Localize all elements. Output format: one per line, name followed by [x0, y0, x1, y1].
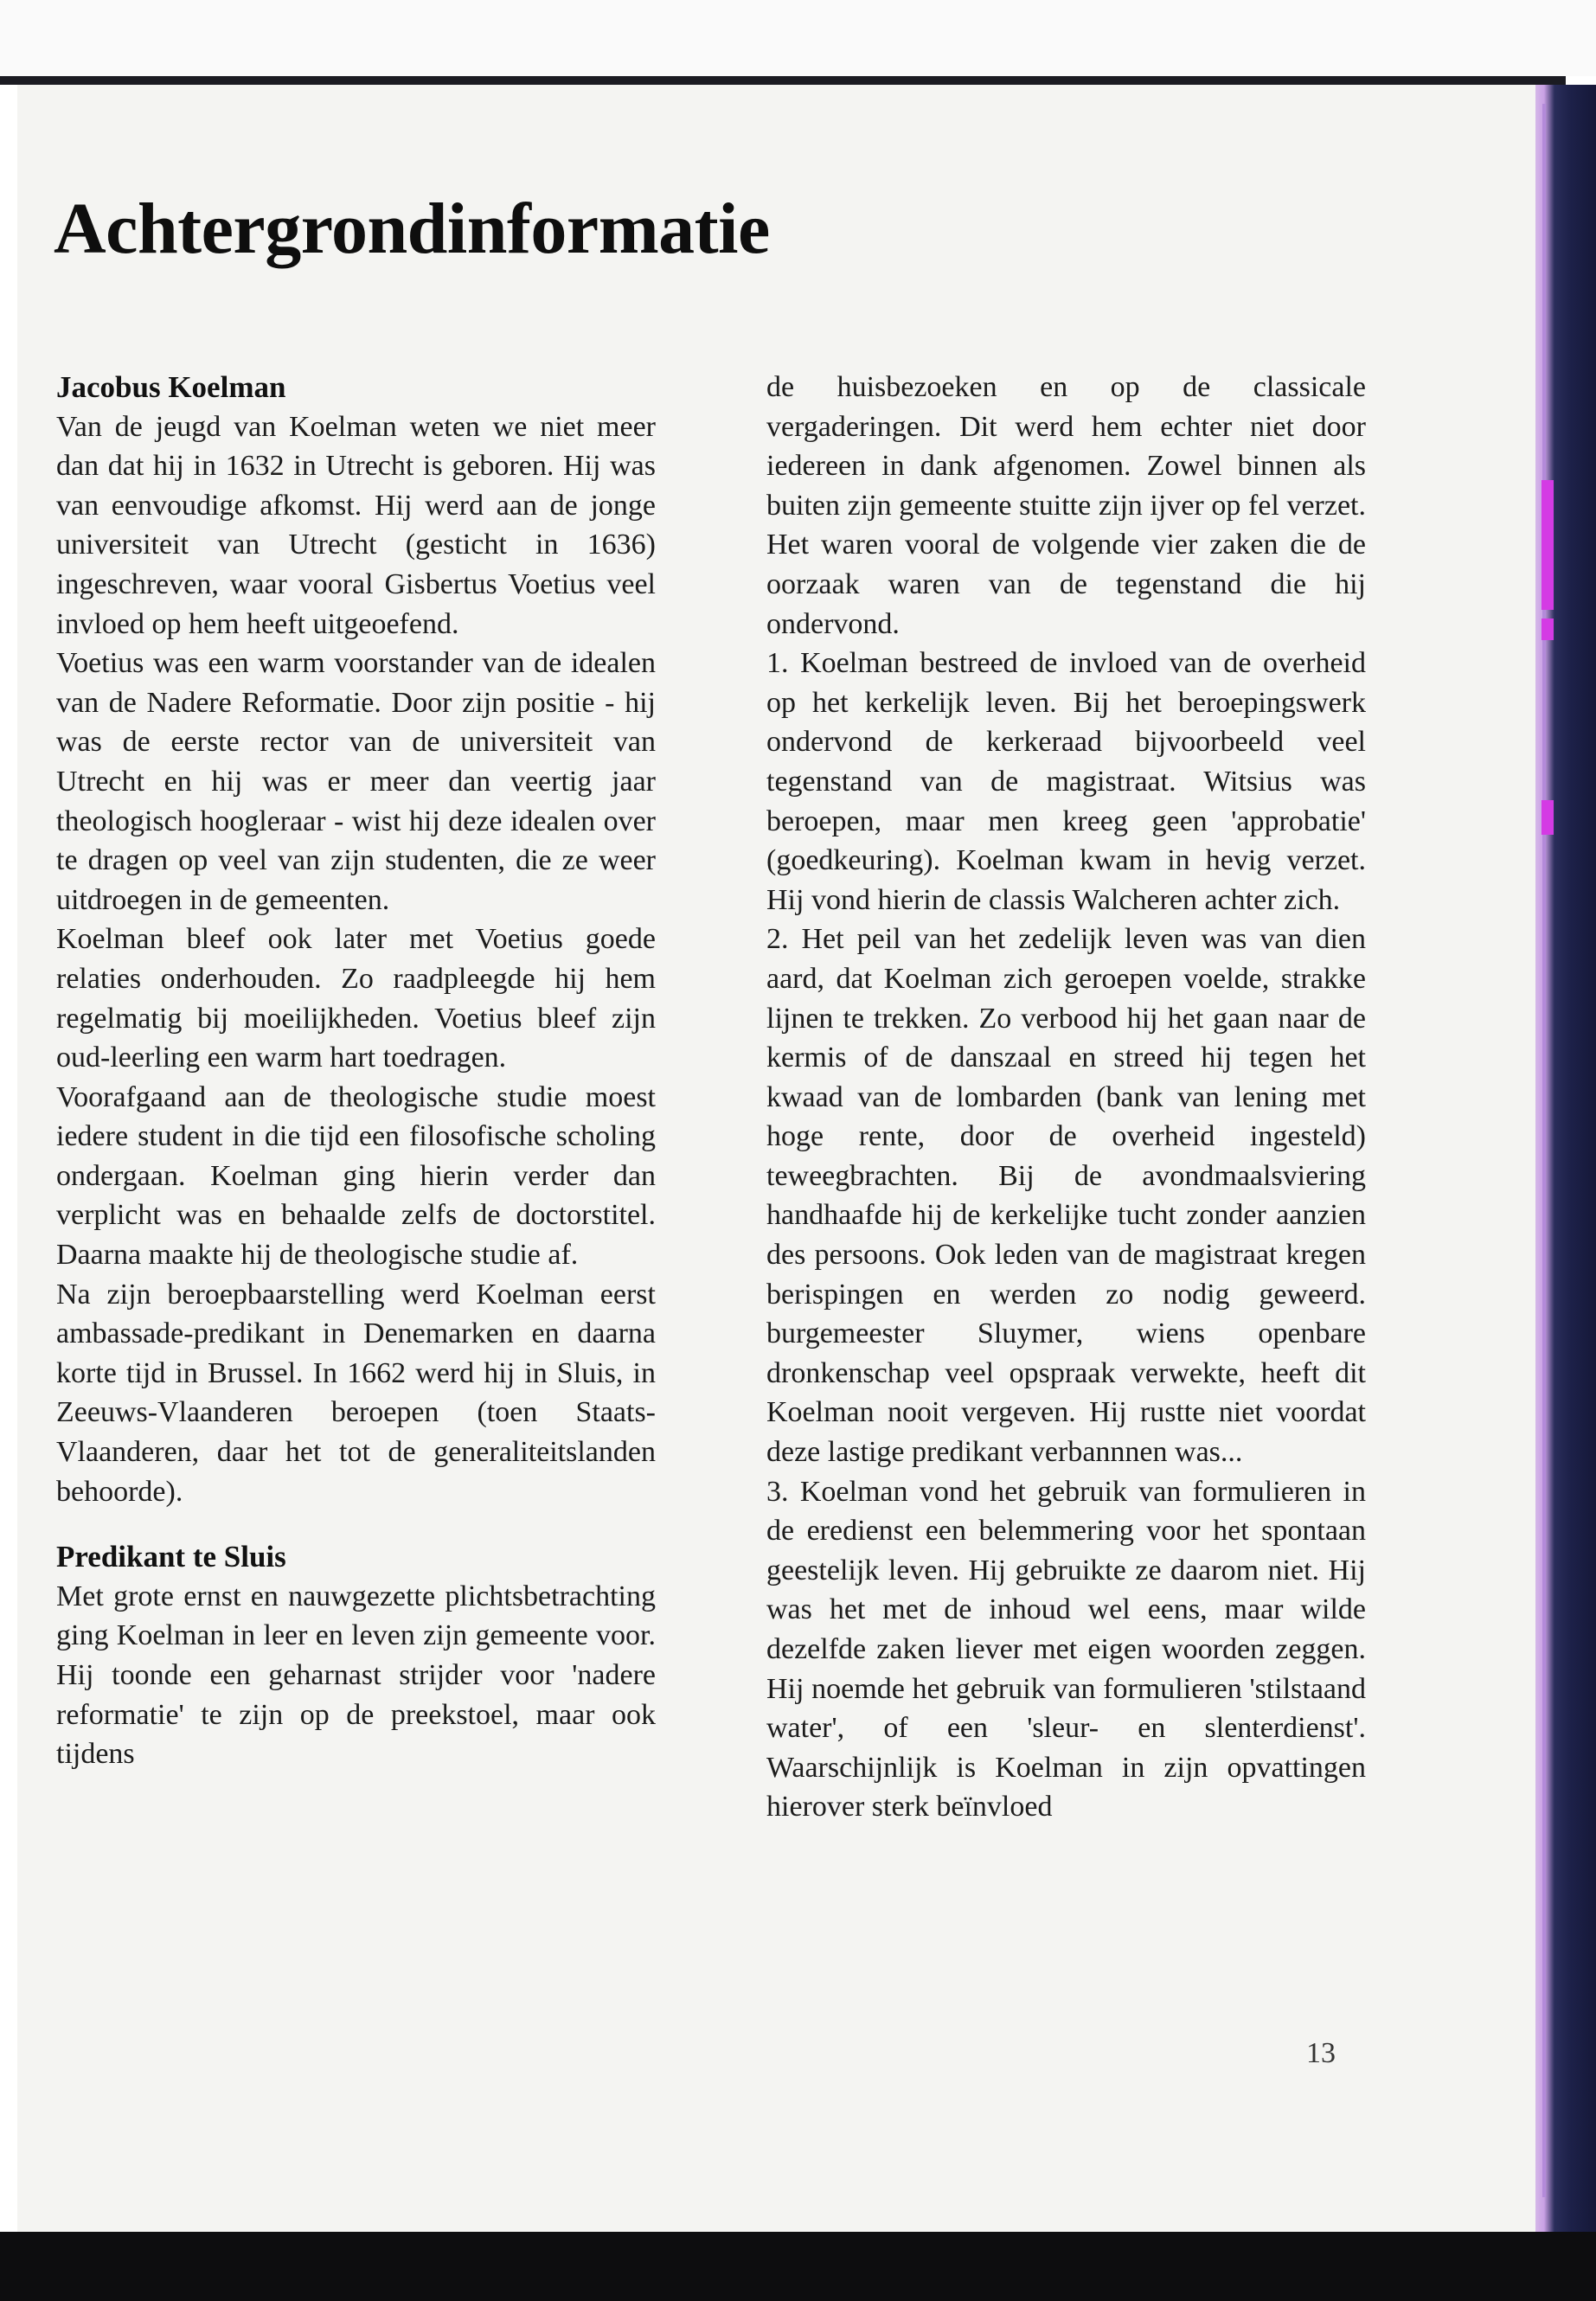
paragraph: Met grote ernst en nauwgezette plichtsbetrachting ging Koelman in leer en leven zijn gemeente voor. Hij toonde een geharnast strijder voor 'nadere reformatie' te zijn op de preekstoel, maar ook tijdens: [56, 1580, 656, 1771]
spine-color-mark: [1542, 619, 1554, 640]
paragraph: Voetius was een warm voorstander van de idealen van de Nadere Reformatie. Door zijn positie - hij was de eerste rector van de universiteit van Utrecht en hij was er meer dan veertig jaar theologisch hoogleraar - wist hij deze idealen over te dragen op veel van zijn studenten, die ze weer uitdroegen in de gemeenten.: [56, 647, 656, 916]
section-title-jacobus-koelman: Jacobus Koelman: [56, 370, 286, 404]
spine-edge-highlight: [1542, 104, 1546, 2197]
left-column: [56, 368, 656, 1774]
paragraph: de huisbezoeken en op de classicale vergaderingen. Dit werd hem echter niet door iedereen in dank afgenomen. Zowel binnen als buiten zijn gemeente stuitte zijn ijver op fel verzet. Het waren vooral de volgende vier zaken die de oorzaak waren van de tegenstand die hij ondervond.: [766, 371, 1366, 640]
paragraph: Koelman bleef ook later met Voetius goede relaties onderhouden. Zo raadpleegde hij hem regelmatig bij moeilijkheden. Voetius bleef zijn oud-leerling een warm hart toedragen.: [56, 923, 656, 1074]
spine-color-mark: [1542, 480, 1554, 610]
right-column: [766, 368, 1366, 1827]
page-number: 13: [1306, 2037, 1336, 2069]
page-heading: Achtergrondinformatie: [54, 189, 770, 269]
paragraph: Van de jeugd van Koelman weten we niet meer dan dat hij in 1632 in Utrecht is geboren. Hij was van eenvoudige afkomst. Hij werd aan de jonge universiteit van Utrecht (gesticht in 1636) ingeschreven, waar vooral Gisbertus Voetius veel invloed op hem heeft uitgeoefend.: [56, 410, 656, 640]
paragraph: 2. Het peil van het zedelijk leven was van dien aard, dat Koelman zich geroepen voelde, strakke lijnen te trekken. Zo verbood hij het gaan naar de kermis of de danszaal en streed hij tegen het kwaad van de lombarden (bank van lening met hoge rente, door de overheid ingesteld) teweegbrachten. Bij de avondmaalsviering handhaafde hij de kerkelijke tucht zonder aanzien des persoons. Ook leden van de magistraat kregen berispingen en werden zo nodig geweerd. burgemeester Sluymer, wiens openbare dronkenschap veel opspraak verwekte, heeft dit Koelman nooit vergeven. Hij rustte niet voordat deze lastige predikant verbannnen was...: [766, 923, 1366, 1469]
section-title-predikant-te-sluis: Predikant te Sluis: [56, 1540, 286, 1574]
paragraph: Na zijn beroepbaarstelling werd Koelman eerst ambassade-predikant in Denemarken en daarna korte tijd in Brussel. In 1662 werd hij in Sluis, in Zeeuws-Vlaanderen beroepen (toen Staats-Vlaanderen, daar het tot de generaliteitslanden behoorde).: [56, 1278, 656, 1508]
scan-top-border: [0, 76, 1566, 85]
paragraph: 3. Koelman vond het gebruik van formulieren in de eredienst een belemmering voor het spontaan geestelijk leven. Hij gebruikte ze daarom niet. Hij was het met de inhoud wel eens, maar wilde dezelfde zaken liever met eigen woorden zeggen. Hij noemde het gebruik van formulieren 'stilstaand water', of een 'sleur- en slenterdienst'. Waarschijnlijk is Koelman in zijn opvattingen hierover sterk beïnvloed: [766, 1475, 1366, 1823]
spine-color-mark: [1542, 800, 1554, 835]
paragraph: Voorafgaand aan de theologische studie moest iedere student in die tijd een filosofische scholing ondergaan. Koelman ging hierin verder dan verplicht was en behaalde zelfs de doctorstitel. Daarna maakte hij de theologische studie af.: [56, 1080, 656, 1272]
scan-bottom-border: [0, 2232, 1596, 2301]
paragraph: 1. Koelman bestreed de invloed van de overheid op het kerkelijk leven. Bij het beroepingswerk ondervond de kerkeraad bijvoorbeeld veel tegenstand van de magistraat. Witsius was beroepen, maar men kreeg geen 'approbatie' (goedkeuring). Koelman kwam in hevig verzet. Hij vond hierin de classis Walcheren achter zich.: [766, 647, 1366, 916]
scan-top-margin: [0, 0, 1596, 76]
